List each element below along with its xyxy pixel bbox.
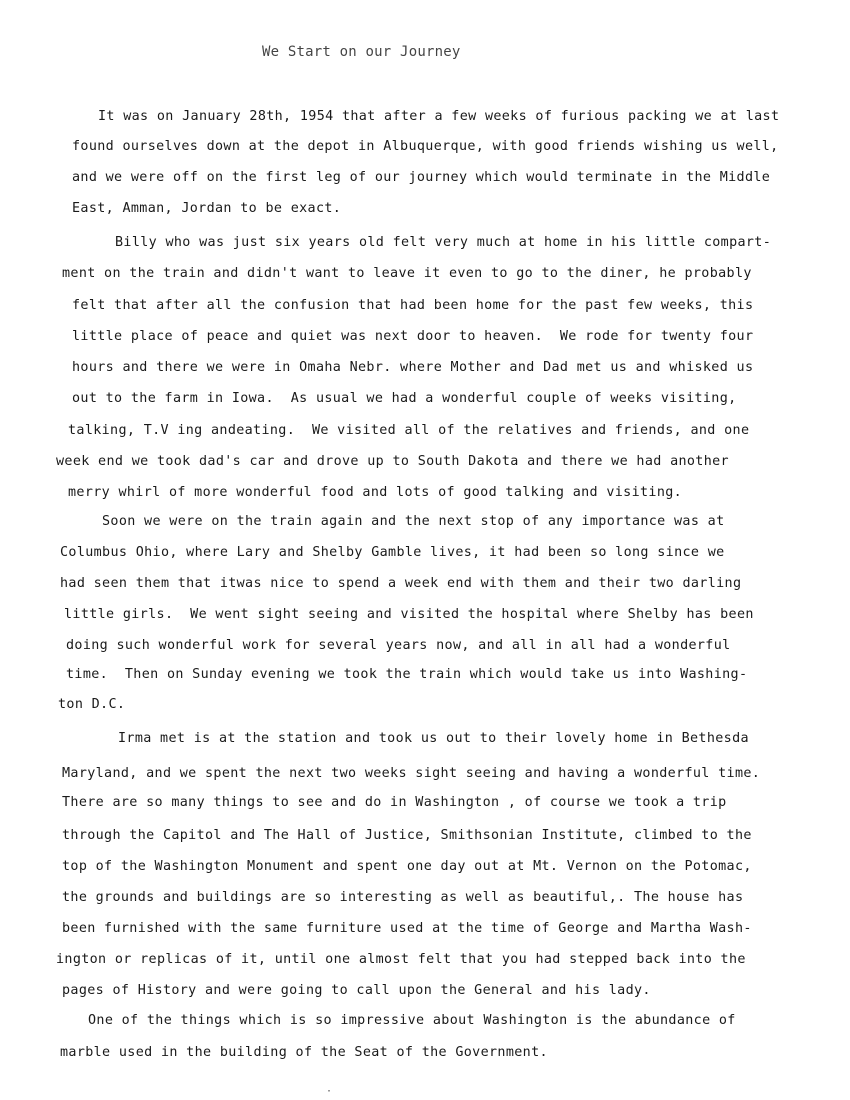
text-line-28: ington or replicas of it, until one almost felt that you had stepped back into the [56, 952, 746, 967]
text-line-29: pages of History and were going to call upon the General and his lady. [62, 983, 651, 998]
text-line-31: marble used in the building of the Seat of the Government. [60, 1045, 548, 1060]
text-line-12: week end we took dad's car and drove up to South Dakota and there we had another [56, 454, 729, 469]
text-line-1: It was on January 28th, 1954 that after a few weeks of furious packing we at last [98, 109, 780, 124]
text-line-6: ment on the train and didn't want to leave it even to go to the diner, he probably [62, 266, 752, 281]
text-line-24: through the Capitol and The Hall of Justice, Smithsonian Institute, climbed to the [62, 828, 752, 843]
text-line-17: little girls. We went sight seeing and visited the hospital where Shelby has been [64, 607, 754, 622]
page-speck: · [326, 1086, 333, 1097]
text-line-19: time. Then on Sunday evening we took the train which would take us into Washing- [66, 667, 748, 682]
text-line-11: talking, T.V ing andeating. We visited all of the relatives and friends, and one [68, 423, 750, 438]
text-line-2: found ourselves down at the depot in Albuquerque, with good friends wishing us well, [72, 139, 779, 154]
text-line-27: been furnished with the same furniture used at the time of George and Martha Wash- [62, 921, 752, 936]
text-line-30: One of the things which is so impressive about Washington is the abundance of [88, 1013, 736, 1028]
text-line-3: and we were off on the first leg of our journey which would terminate in the Middle [72, 170, 771, 185]
text-line-15: Columbus Ohio, where Lary and Shelby Gamble lives, it had been so long since we [60, 545, 725, 560]
text-line-10: out to the farm in Iowa. As usual we had a wonderful couple of weeks visiting, [72, 391, 737, 406]
text-line-25: top of the Washington Monument and spent one day out at Mt. Vernon on the Potomac, [62, 859, 752, 874]
text-line-9: hours and there we were in Omaha Nebr. where Mother and Dad met us and whisked us [72, 360, 754, 375]
text-line-16: had seen them that itwas nice to spend a week end with them and their two darling [60, 576, 742, 591]
text-line-4: East, Amman, Jordan to be exact. [72, 201, 342, 216]
text-line-22: Maryland, and we spent the next two weeks sight seeing and having a wonderful time. [62, 766, 761, 781]
text-line-7: felt that after all the confusion that had been home for the past few weeks, this [72, 298, 754, 313]
text-line-20: ton D.C. [58, 697, 126, 712]
text-line-21: Irma met is at the station and took us out to their lovely home in Bethesda [118, 731, 749, 746]
text-line-5: Billy who was just six years old felt very much at home in his little compart- [115, 235, 772, 250]
text-line-18: doing such wonderful work for several years now, and all in all had a wonderful [66, 638, 731, 653]
text-line-13: merry whirl of more wonderful food and lots of good talking and visiting. [68, 485, 683, 500]
text-line-14: Soon we were on the train again and the next stop of any importance was at [102, 514, 725, 529]
text-line-8: little place of peace and quiet was next door to heaven. We rode for twenty four [72, 329, 754, 344]
text-line-23: There are so many things to see and do in Washington , of course we took a trip [62, 795, 727, 810]
text-line-26: the grounds and buildings are so interesting as well as beautiful,. The house has [62, 890, 744, 905]
page-title: We Start on our Journey [262, 44, 461, 60]
